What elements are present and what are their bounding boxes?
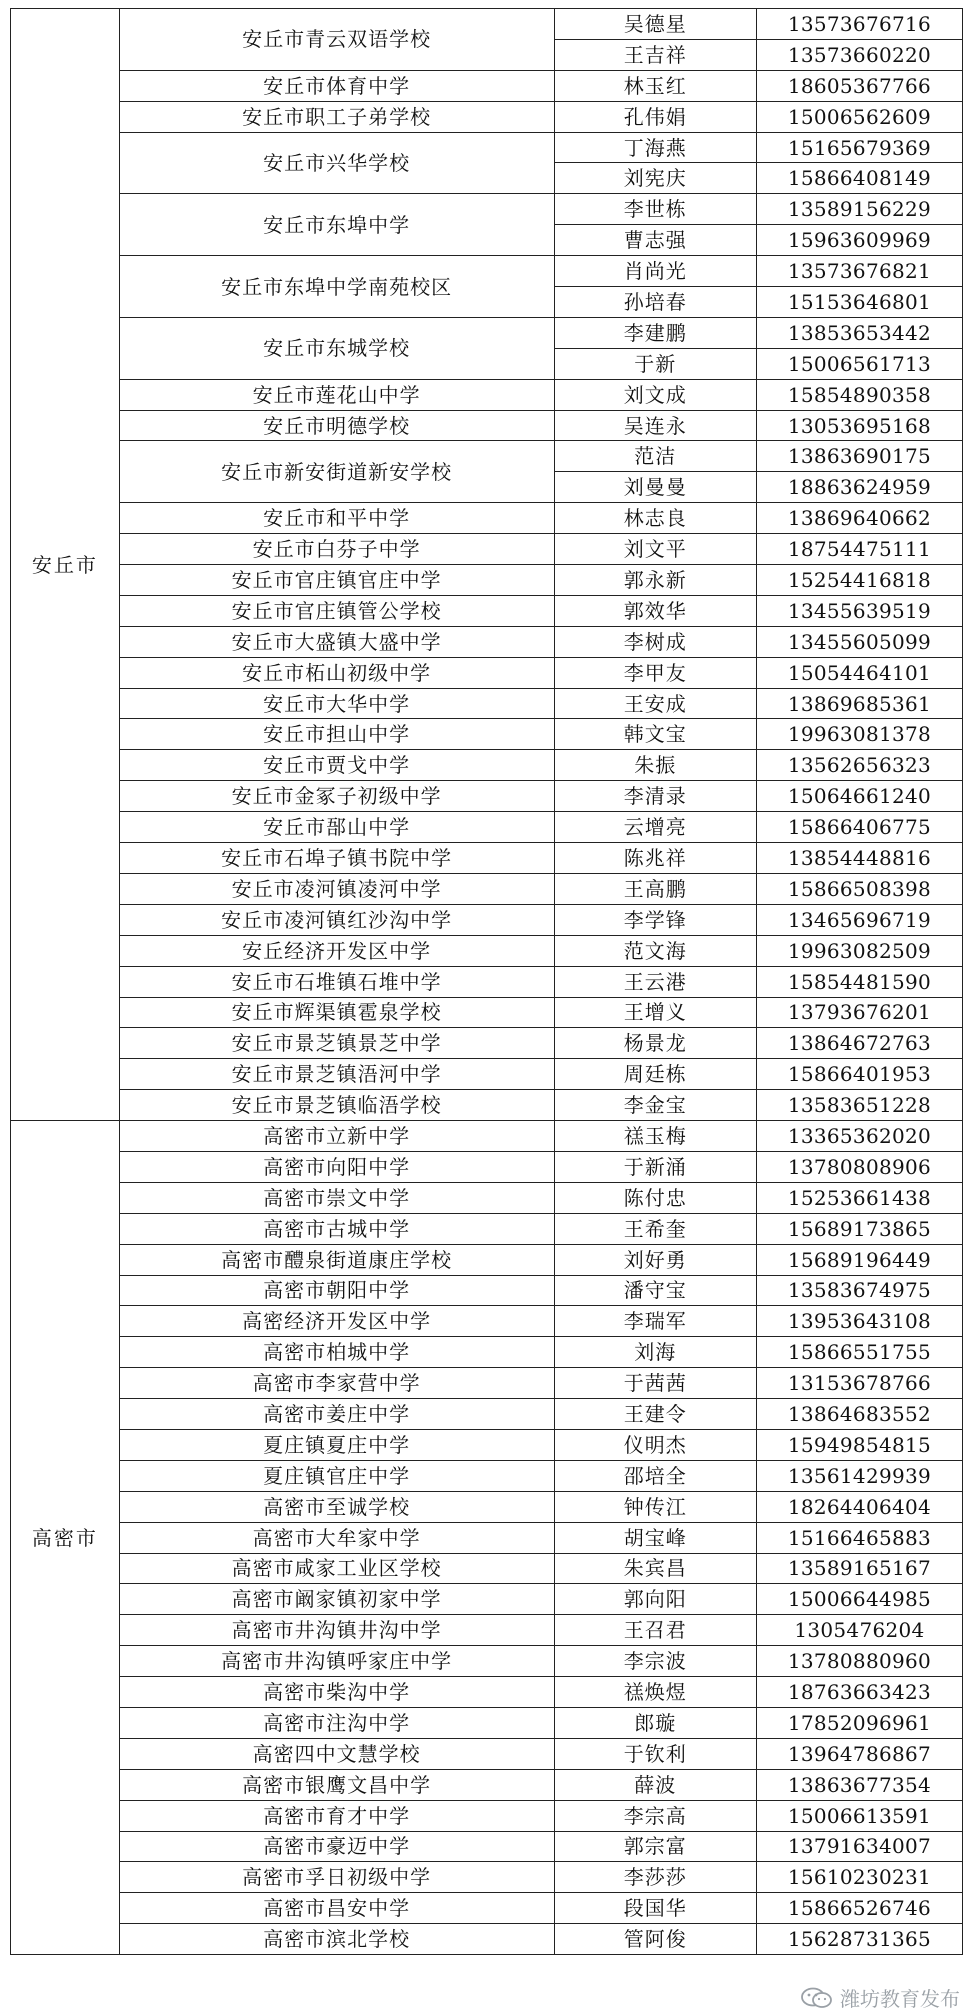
phone-number-cell: 15854890358 [756, 379, 962, 410]
table-row [11, 1893, 963, 1924]
table-row [11, 1059, 963, 1090]
school-name-cell: 高密市阚家镇初家中学 [119, 1584, 554, 1615]
school-name-cell: 高密市育才中学 [119, 1800, 554, 1831]
table-row [11, 1460, 963, 1491]
school-name-cell: 高密市孚日初级中学 [119, 1862, 554, 1893]
table-row [11, 1522, 963, 1553]
school-name-cell: 高密市姜庄中学 [119, 1399, 554, 1430]
table-row [11, 1769, 963, 1800]
table-row [11, 534, 963, 565]
phone-number-cell: 15253661438 [756, 1182, 962, 1213]
contact-person-cell: 云增亮 [554, 812, 756, 843]
table-row [11, 1800, 963, 1831]
phone-number-cell: 18863624959 [756, 472, 962, 503]
table-row [11, 1738, 963, 1769]
contact-person-cell: 丁海燕 [554, 132, 756, 163]
school-name-cell: 安丘市东埠中学 [119, 194, 554, 256]
phone-number-cell: 13153678766 [756, 1368, 962, 1399]
contact-person-cell: 范文海 [554, 935, 756, 966]
table-row [11, 719, 963, 750]
contact-person-cell: 李学锋 [554, 904, 756, 935]
school-name-cell: 安丘市柘山初级中学 [119, 657, 554, 688]
contact-person-cell: 禚玉梅 [554, 1121, 756, 1152]
table-row [11, 873, 963, 904]
phone-number-cell: 18605367766 [756, 70, 962, 101]
contact-person-cell: 郭宗富 [554, 1831, 756, 1862]
contact-person-cell: 李树成 [554, 626, 756, 657]
school-name-cell: 安丘市景芝镇临浯学校 [119, 1090, 554, 1121]
school-name-cell: 安丘市景芝镇景芝中学 [119, 1028, 554, 1059]
table-row [11, 1553, 963, 1584]
table-row [11, 9, 963, 40]
school-name-cell: 高密市豪迈中学 [119, 1831, 554, 1862]
table-row [11, 1429, 963, 1460]
contact-person-cell: 于钦利 [554, 1738, 756, 1769]
school-name-cell: 高密市咸家工业区学校 [119, 1553, 554, 1584]
phone-number-cell: 13953643108 [756, 1306, 962, 1337]
phone-number-cell: 15866406775 [756, 812, 962, 843]
phone-number-cell: 13793676201 [756, 997, 962, 1028]
phone-number-cell: 13864683552 [756, 1399, 962, 1430]
table-row [11, 657, 963, 688]
phone-number-cell: 1305476204 [756, 1615, 962, 1646]
school-name-cell: 高密市醴泉街道康庄学校 [119, 1244, 554, 1275]
phone-number-cell: 13854448816 [756, 843, 962, 874]
table-row [11, 1213, 963, 1244]
school-name-cell: 高密市注沟中学 [119, 1707, 554, 1738]
school-name-cell: 高密市朝阳中学 [119, 1275, 554, 1306]
city-cell: 高密市 [11, 1121, 120, 1955]
phone-number-cell: 13562656323 [756, 750, 962, 781]
table-row [11, 256, 963, 287]
phone-number-cell: 13863690175 [756, 441, 962, 472]
school-name-cell: 高密四中文慧学校 [119, 1738, 554, 1769]
phone-number-cell: 18763663423 [756, 1677, 962, 1708]
contact-person-cell: 王安成 [554, 688, 756, 719]
phone-number-cell: 15064661240 [756, 781, 962, 812]
school-name-cell: 安丘市东城学校 [119, 317, 554, 379]
table-row [11, 1831, 963, 1862]
school-name-cell: 安丘市官庄镇管公学校 [119, 595, 554, 626]
contact-person-cell: 朱振 [554, 750, 756, 781]
table-row [11, 1584, 963, 1615]
phone-number-cell: 13573676821 [756, 256, 962, 287]
contact-person-cell: 杨景龙 [554, 1028, 756, 1059]
contact-person-cell: 段国华 [554, 1893, 756, 1924]
phone-number-cell: 15689173865 [756, 1213, 962, 1244]
contact-person-cell: 管阿俊 [554, 1924, 756, 1955]
wechat-logo-icon [800, 1987, 834, 2009]
table-row [11, 410, 963, 441]
phone-number-cell: 13455605099 [756, 626, 962, 657]
phone-number-cell: 13780808906 [756, 1151, 962, 1182]
contact-person-cell: 钟传江 [554, 1491, 756, 1522]
phone-number-cell: 15153646801 [756, 287, 962, 318]
phone-number-cell: 13053695168 [756, 410, 962, 441]
phone-number-cell: 13964786867 [756, 1738, 962, 1769]
school-name-cell: 安丘市职工子弟学校 [119, 101, 554, 132]
contact-person-cell: 范洁 [554, 441, 756, 472]
contact-person-cell: 吴连永 [554, 410, 756, 441]
contact-person-cell: 李清录 [554, 781, 756, 812]
school-name-cell: 安丘市石埠子镇书院中学 [119, 843, 554, 874]
table-row [11, 1368, 963, 1399]
phone-number-cell: 15006562609 [756, 101, 962, 132]
school-name-cell: 高密市向阳中学 [119, 1151, 554, 1182]
contact-person-cell: 于茜茜 [554, 1368, 756, 1399]
school-name-cell: 安丘市新安街道新安学校 [119, 441, 554, 503]
contact-person-cell: 吴德星 [554, 9, 756, 40]
school-name-cell: 夏庄镇夏庄中学 [119, 1429, 554, 1460]
contact-person-cell: 曹志强 [554, 225, 756, 256]
contact-person-cell: 邵培全 [554, 1460, 756, 1491]
table-row [11, 317, 963, 348]
table-row [11, 997, 963, 1028]
phone-number-cell: 15963609969 [756, 225, 962, 256]
contact-person-cell: 王建令 [554, 1399, 756, 1430]
school-name-cell: 安丘市官庄镇官庄中学 [119, 565, 554, 596]
school-name-cell: 高密市井沟镇井沟中学 [119, 1615, 554, 1646]
contact-person-cell: 郭永新 [554, 565, 756, 596]
table-row [11, 1707, 963, 1738]
contact-person-cell: 陈兆祥 [554, 843, 756, 874]
contact-person-cell: 林志良 [554, 503, 756, 534]
table-row [11, 595, 963, 626]
school-name-cell: 安丘市莲花山中学 [119, 379, 554, 410]
table-body [11, 9, 963, 1955]
table-row [11, 750, 963, 781]
phone-number-cell: 15006644985 [756, 1584, 962, 1615]
table-row [11, 688, 963, 719]
table-row [11, 441, 963, 472]
watermark [796, 1983, 964, 2012]
table-row [11, 1028, 963, 1059]
table-row [11, 101, 963, 132]
phone-number-cell: 13573676716 [756, 9, 962, 40]
school-name-cell: 安丘市白芬子中学 [119, 534, 554, 565]
phone-number-cell: 15166465883 [756, 1522, 962, 1553]
school-name-cell: 高密经济开发区中学 [119, 1306, 554, 1337]
phone-number-cell: 15854481590 [756, 966, 962, 997]
phone-number-cell: 15866551755 [756, 1337, 962, 1368]
school-name-cell: 安丘市和平中学 [119, 503, 554, 534]
phone-number-cell: 15054464101 [756, 657, 962, 688]
school-name-cell: 高密市滨北学校 [119, 1924, 554, 1955]
phone-number-cell: 15165679369 [756, 132, 962, 163]
table-row [11, 194, 963, 225]
contact-person-cell: 孔伟娟 [554, 101, 756, 132]
phone-number-cell: 13589165167 [756, 1553, 962, 1584]
table-row [11, 1615, 963, 1646]
table-row [11, 565, 963, 596]
contact-person-cell: 刘海 [554, 1337, 756, 1368]
table-row [11, 935, 963, 966]
school-name-cell: 高密市崇文中学 [119, 1182, 554, 1213]
phone-number-cell: 18264406404 [756, 1491, 962, 1522]
contact-person-cell: 潘守宝 [554, 1275, 756, 1306]
phone-number-cell: 15254416818 [756, 565, 962, 596]
contact-person-cell: 李金宝 [554, 1090, 756, 1121]
phone-number-cell: 15866408149 [756, 163, 962, 194]
table-row [11, 132, 963, 163]
contact-person-cell: 刘曼曼 [554, 472, 756, 503]
table-row [11, 1090, 963, 1121]
contact-person-cell: 肖尚光 [554, 256, 756, 287]
table-row [11, 812, 963, 843]
school-name-cell: 安丘市大华中学 [119, 688, 554, 719]
table-row [11, 1399, 963, 1430]
contact-person-cell: 李建鹏 [554, 317, 756, 348]
contact-person-cell: 郎璇 [554, 1707, 756, 1738]
contact-person-cell: 林玉红 [554, 70, 756, 101]
phone-number-cell: 13455639519 [756, 595, 962, 626]
phone-number-cell: 13465696719 [756, 904, 962, 935]
contact-person-cell: 郭效华 [554, 595, 756, 626]
table-row [11, 1337, 963, 1368]
phone-number-cell: 15689196449 [756, 1244, 962, 1275]
phone-number-cell: 18754475111 [756, 534, 962, 565]
contact-person-cell: 李宗高 [554, 1800, 756, 1831]
contact-person-cell: 李世栋 [554, 194, 756, 225]
contact-person-cell: 李瑞军 [554, 1306, 756, 1337]
contact-person-cell: 刘文成 [554, 379, 756, 410]
contact-person-cell: 刘宪庆 [554, 163, 756, 194]
table-row [11, 1151, 963, 1182]
contact-person-cell: 禚焕煜 [554, 1677, 756, 1708]
table-row [11, 70, 963, 101]
school-name-cell: 安丘经济开发区中学 [119, 935, 554, 966]
school-name-cell: 安丘市景芝镇浯河中学 [119, 1059, 554, 1090]
contact-person-cell: 陈付忠 [554, 1182, 756, 1213]
school-name-cell: 高密市古城中学 [119, 1213, 554, 1244]
school-name-cell: 高密市至诚学校 [119, 1491, 554, 1522]
phone-number-cell: 13780880960 [756, 1646, 962, 1677]
table-row [11, 904, 963, 935]
contact-person-cell: 李莎莎 [554, 1862, 756, 1893]
contact-person-cell: 王希奎 [554, 1213, 756, 1244]
table-row [11, 626, 963, 657]
table-row [11, 1121, 963, 1152]
phone-number-cell: 19963082509 [756, 935, 962, 966]
phone-number-cell: 13791634007 [756, 1831, 962, 1862]
table-row [11, 1646, 963, 1677]
table-row [11, 781, 963, 812]
table-row [11, 1862, 963, 1893]
school-name-cell: 高密市昌安中学 [119, 1893, 554, 1924]
city-cell: 安丘市 [11, 9, 120, 1121]
phone-number-cell: 15006561713 [756, 348, 962, 379]
contact-person-cell: 于新涌 [554, 1151, 756, 1182]
table-row [11, 1182, 963, 1213]
school-name-cell: 安丘市凌河镇红沙沟中学 [119, 904, 554, 935]
phone-number-cell: 13583651228 [756, 1090, 962, 1121]
table-row [11, 1306, 963, 1337]
contact-person-cell: 刘文平 [554, 534, 756, 565]
contact-person-cell: 朱宾昌 [554, 1553, 756, 1584]
school-name-cell: 安丘市明德学校 [119, 410, 554, 441]
school-name-cell: 安丘市大盛镇大盛中学 [119, 626, 554, 657]
school-name-cell: 安丘市辉渠镇雹泉学校 [119, 997, 554, 1028]
phone-number-cell: 15628731365 [756, 1924, 962, 1955]
contact-person-cell: 于新 [554, 348, 756, 379]
phone-number-cell: 13869685361 [756, 688, 962, 719]
school-name-cell: 安丘市担山中学 [119, 719, 554, 750]
table-row [11, 379, 963, 410]
contact-person-cell: 胡宝峰 [554, 1522, 756, 1553]
phone-number-cell: 13864672763 [756, 1028, 962, 1059]
contact-person-cell: 仪明杰 [554, 1429, 756, 1460]
table-row [11, 503, 963, 534]
school-name-cell: 高密市井沟镇呼家庄中学 [119, 1646, 554, 1677]
contact-person-cell: 刘好勇 [554, 1244, 756, 1275]
school-name-cell: 高密市大牟家中学 [119, 1522, 554, 1553]
school-name-cell: 高密市银鹰文昌中学 [119, 1769, 554, 1800]
phone-number-cell: 15866526746 [756, 1893, 962, 1924]
phone-number-cell: 13853653442 [756, 317, 962, 348]
phone-number-cell: 13589156229 [756, 194, 962, 225]
phone-number-cell: 15006613591 [756, 1800, 962, 1831]
table-row [11, 966, 963, 997]
school-name-cell: 夏庄镇官庄中学 [119, 1460, 554, 1491]
phone-number-cell: 15866401953 [756, 1059, 962, 1090]
school-name-cell: 高密市立新中学 [119, 1121, 554, 1152]
contact-person-cell: 王高鹏 [554, 873, 756, 904]
watermark-text: 潍坊教育发布 [840, 1987, 960, 2011]
school-name-cell: 安丘市郚山中学 [119, 812, 554, 843]
school-name-cell: 安丘市青云双语学校 [119, 9, 554, 71]
phone-number-cell: 19963081378 [756, 719, 962, 750]
table-row [11, 1924, 963, 1955]
school-name-cell: 安丘市兴华学校 [119, 132, 554, 194]
table-row [11, 843, 963, 874]
school-name-cell: 安丘市金冢子初级中学 [119, 781, 554, 812]
school-name-cell: 高密市李家营中学 [119, 1368, 554, 1399]
contact-person-cell: 李宗波 [554, 1646, 756, 1677]
school-name-cell: 高密市柴沟中学 [119, 1677, 554, 1708]
table-row [11, 1491, 963, 1522]
phone-number-cell: 15610230231 [756, 1862, 962, 1893]
school-name-cell: 安丘市体育中学 [119, 70, 554, 101]
phone-number-cell: 15866508398 [756, 873, 962, 904]
school-name-cell: 高密市柏城中学 [119, 1337, 554, 1368]
phone-number-cell: 13583674975 [756, 1275, 962, 1306]
contact-person-cell: 王吉祥 [554, 39, 756, 70]
contact-person-cell: 李甲友 [554, 657, 756, 688]
table-row [11, 1275, 963, 1306]
contact-person-cell: 薛波 [554, 1769, 756, 1800]
phone-number-cell: 13573660220 [756, 39, 962, 70]
phone-number-cell: 15949854815 [756, 1429, 962, 1460]
school-name-cell: 安丘市凌河镇凌河中学 [119, 873, 554, 904]
school-name-cell: 安丘市贾戈中学 [119, 750, 554, 781]
contact-person-cell: 王增义 [554, 997, 756, 1028]
phone-number-cell: 17852096961 [756, 1707, 962, 1738]
contact-person-cell: 郭向阳 [554, 1584, 756, 1615]
table-row [11, 1677, 963, 1708]
contact-person-cell: 王云港 [554, 966, 756, 997]
contact-person-cell: 孙培春 [554, 287, 756, 318]
table-row [11, 1244, 963, 1275]
school-name-cell: 安丘市东埠中学南苑校区 [119, 256, 554, 318]
phone-number-cell: 13561429939 [756, 1460, 962, 1491]
contact-person-cell: 韩文宝 [554, 719, 756, 750]
contact-person-cell: 周廷栋 [554, 1059, 756, 1090]
phone-number-cell: 13869640662 [756, 503, 962, 534]
school-contact-table [10, 8, 963, 1955]
school-name-cell: 安丘市石堆镇石堆中学 [119, 966, 554, 997]
phone-number-cell: 13863677354 [756, 1769, 962, 1800]
contact-person-cell: 王召君 [554, 1615, 756, 1646]
phone-number-cell: 13365362020 [756, 1121, 962, 1152]
